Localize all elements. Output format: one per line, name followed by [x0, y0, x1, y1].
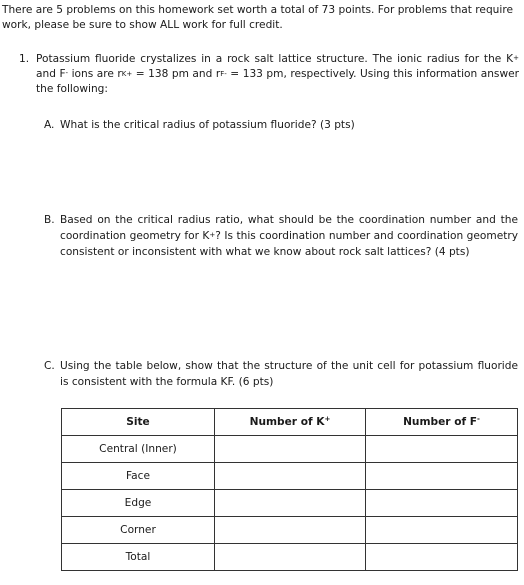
column-header-f [366, 409, 518, 436]
f-count-cell[interactable] [366, 490, 518, 517]
table-row [62, 436, 518, 463]
table-header-row [62, 409, 518, 436]
header-text: Number of F [403, 416, 478, 428]
part-letter: B. [44, 214, 55, 226]
superscript: + [209, 231, 216, 239]
f-count-cell[interactable] [366, 436, 518, 463]
problem-text-part: Potassium fluoride crystalizes in a rock salt lattice structure. The ionic radius for the K [36, 53, 514, 65]
superscript: + [324, 415, 331, 423]
problem-1 [19, 52, 519, 97]
column-header-k [215, 409, 366, 436]
site-cell: Central (Inner) [62, 436, 215, 463]
header-text: Number of K [249, 416, 325, 428]
site-cell: Edge [62, 490, 215, 517]
part-a-text: What is the critical radius of potassium fluoride? (3 pts) [60, 119, 355, 131]
site-cell: Total [62, 544, 215, 571]
superscript: - [477, 415, 480, 423]
part-c [44, 358, 518, 390]
site-cell: Face [62, 463, 215, 490]
unit-cell-table [61, 408, 518, 571]
part-b-text [60, 212, 518, 260]
part-b [44, 212, 518, 260]
table-row [62, 463, 518, 490]
k-count-cell[interactable] [215, 517, 366, 544]
problem-1-text [36, 52, 519, 97]
k-count-cell[interactable] [215, 436, 366, 463]
subscript: K+ [121, 70, 133, 78]
problem-text-part: ions are r [68, 68, 122, 80]
superscript: - [65, 69, 69, 77]
part-letter: C. [44, 360, 55, 372]
f-count-cell[interactable] [366, 517, 518, 544]
subscript: F- [220, 70, 227, 78]
problem-text-part: = 133 pm, respectively. Using this information answer the following: [36, 68, 519, 95]
problem-text-part: F [59, 68, 66, 80]
part-text: ? Is this coordination number and coordination geometry consistent or inconsistent with what we know about rock salt lattices? (4 pts) [60, 230, 519, 258]
problem-text-part: = 138 pm and r [132, 68, 221, 80]
column-header-site: Site [62, 409, 215, 436]
problem-text-part: and [36, 68, 56, 80]
part-c-text: Using the table below, show that the structure of the unit cell for potassium fluoride is consistent with the formula KF. (6 pts) [60, 360, 518, 388]
k-count-cell[interactable] [215, 463, 366, 490]
table-row [62, 544, 518, 571]
homework-intro: There are 5 problems on this homework set worth a total of 73 points. For problems that require work, please be sure to show ALL work for full credit. [2, 4, 513, 31]
site-cell: Corner [62, 517, 215, 544]
k-count-cell[interactable] [215, 490, 366, 517]
part-a [44, 117, 518, 133]
table-row [62, 490, 518, 517]
table-row [62, 517, 518, 544]
part-text: Based on the critical radius ratio, what should be the coordination number and the coordination geometry for K [60, 214, 518, 242]
k-count-cell[interactable] [215, 544, 366, 571]
f-count-cell[interactable] [366, 463, 518, 490]
superscript: + [513, 54, 519, 62]
f-count-cell[interactable] [366, 544, 518, 571]
problem-number: 1. [19, 53, 30, 65]
part-letter: A. [44, 119, 55, 131]
